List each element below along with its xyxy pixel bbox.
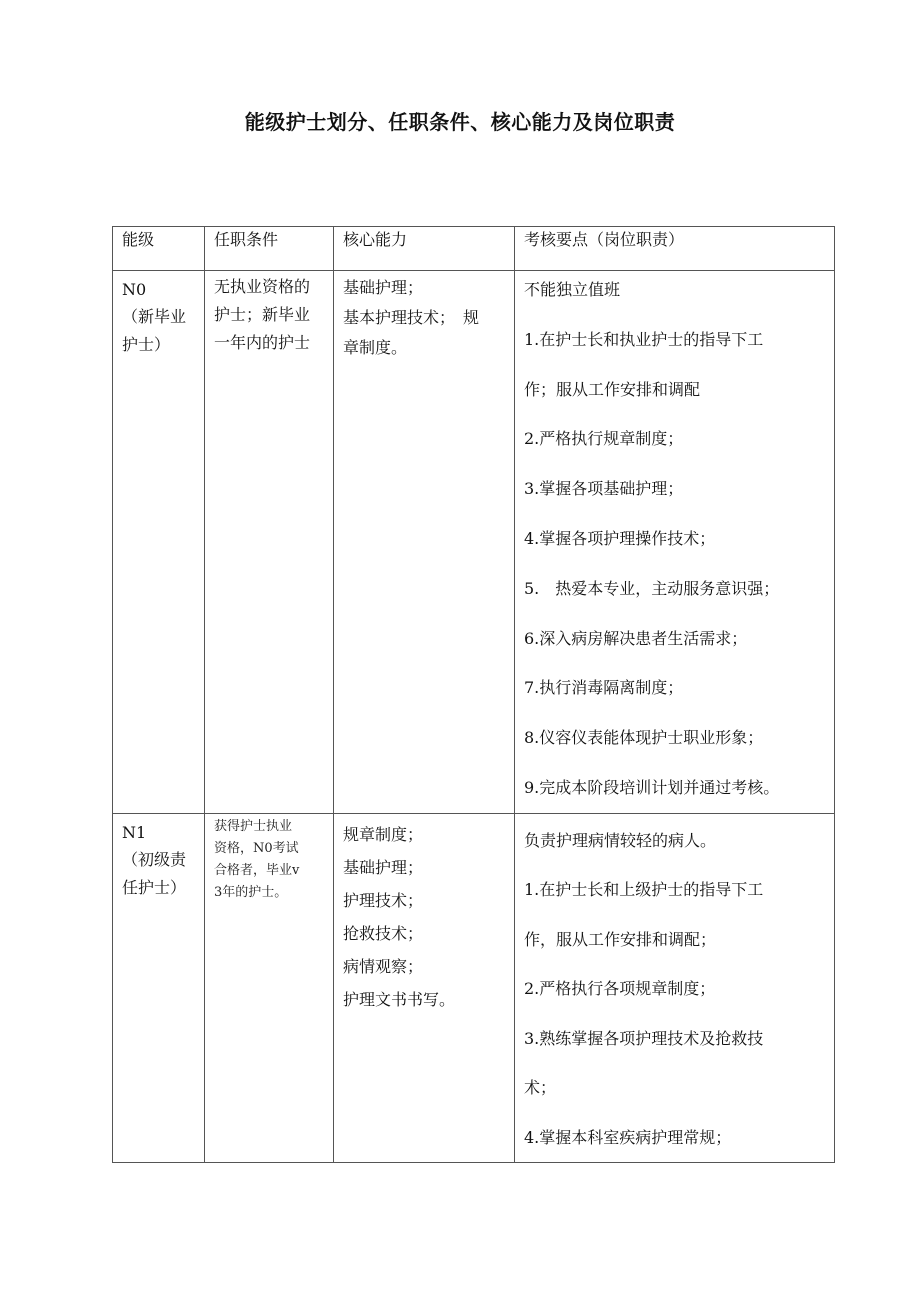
level-name-line: （初级责 xyxy=(122,849,187,869)
duty-line: 2.严格执行各项规章制度； xyxy=(524,979,716,999)
core-ability-line: 护理技术； xyxy=(343,890,424,910)
qualification-line: 无执业资格的 xyxy=(214,277,311,296)
duty-line: 作；服从工作安排和调配 xyxy=(524,379,701,399)
header-duties: 考核要点（岗位职责） xyxy=(515,227,835,271)
duty-line: 负责护理病情较轻的病人。 xyxy=(524,830,717,850)
level-name-line: 任护士） xyxy=(122,877,187,897)
level-name-line: （新毕业 xyxy=(122,307,187,326)
core-ability-line: 抢救技术； xyxy=(343,923,424,943)
level-cell xyxy=(113,271,205,814)
nurse-level-table xyxy=(112,226,835,1163)
duty-line: 5. 热爱本专业，主动服务意识强； xyxy=(524,578,780,598)
core-ability-cell xyxy=(334,813,515,1163)
duty-line: 8.仪容仪表能体现护士职业形象； xyxy=(524,728,764,748)
duties-cell xyxy=(515,813,835,1163)
qualification-line: 一年内的护士 xyxy=(214,333,311,352)
duty-line: 4.掌握本科室疾病护理常规； xyxy=(524,1127,732,1147)
core-ability-cell xyxy=(334,271,515,814)
qualification-cell xyxy=(205,271,334,814)
core-ability-line: 基础护理； xyxy=(343,278,424,297)
header-core-ability: 核心能力 xyxy=(334,227,515,271)
core-ability-line: 病情观察； xyxy=(343,956,424,976)
duty-line: 1.在护士长和上级护士的指导下工 xyxy=(524,880,764,900)
table-header-row xyxy=(113,227,835,271)
duty-line: 作，服从工作安排和调配； xyxy=(524,929,717,949)
duty-line: 术； xyxy=(524,1078,557,1098)
core-ability-line: 章制度。 xyxy=(343,338,408,357)
duty-line: 3.掌握各项基础护理； xyxy=(524,479,684,499)
duty-line: 7.执行消毒隔离制度； xyxy=(524,678,684,698)
core-ability-line: 规章制度； xyxy=(343,824,424,844)
level-cell xyxy=(113,813,205,1163)
duty-line: 9.完成本阶段培训计划并通过考核。 xyxy=(524,777,780,797)
page-title: 能级护士划分、任职条件、核心能力及岗位职责 xyxy=(244,110,676,134)
qualification-cell xyxy=(205,813,334,1163)
table-row-n0 xyxy=(113,271,835,814)
core-ability-line: 基础护理； xyxy=(343,857,424,877)
qualification-line: 护士；新毕业 xyxy=(214,305,311,324)
duty-line: 不能独立值班 xyxy=(524,280,621,299)
qualification-line: 3年的护士。 xyxy=(214,884,288,900)
duty-line: 1.在护士长和执业护士的指导下工 xyxy=(524,329,764,349)
qualification-line: 获得护士执业 xyxy=(214,818,293,834)
table-row-n1 xyxy=(113,813,835,1163)
qualification-line: 合格者，毕业v xyxy=(214,862,300,878)
core-ability-line: 护理文书书写。 xyxy=(343,989,456,1009)
level-code: N0 xyxy=(122,280,147,299)
duty-line: 4.掌握各项护理操作技术； xyxy=(524,528,716,548)
duties-cell xyxy=(515,271,835,814)
header-qualification: 任职条件 xyxy=(205,227,334,271)
duty-line: 2.严格执行规章制度； xyxy=(524,429,684,449)
level-code: N1 xyxy=(122,822,147,842)
level-name-line: 护士） xyxy=(122,335,171,354)
duty-line: 6.深入病房解决患者生活需求； xyxy=(524,628,748,648)
header-level: 能级 xyxy=(113,227,205,271)
core-ability-line: 基本护理技术； 规 xyxy=(343,308,480,327)
duty-line: 3.熟练掌握各项护理技术及抢救技 xyxy=(524,1028,764,1048)
qualification-line: 资格，N0考试 xyxy=(214,840,299,856)
